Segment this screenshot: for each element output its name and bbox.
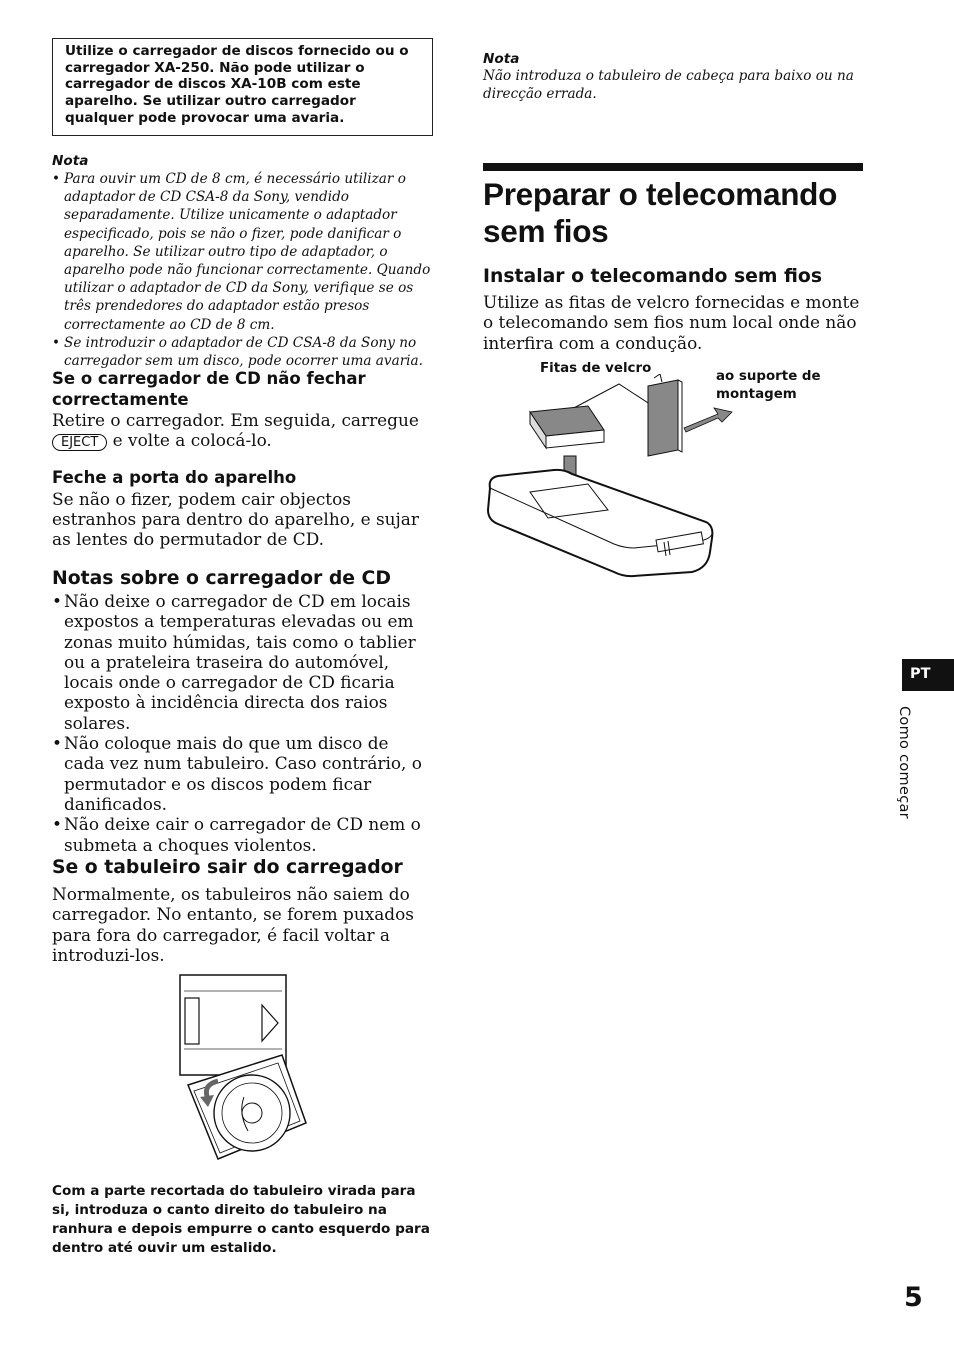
- warning-box: [52, 38, 433, 136]
- section-tray-out: [52, 856, 434, 965]
- list-item: • Não deixe cair o carregador de CD nem o submeta a choques violentos.: [52, 814, 434, 855]
- note-block: [52, 153, 434, 370]
- section-text: Utilize as fitas de velcro fornecidas e monte o telecomando sem fios num local onde não interfira com a condução.: [483, 292, 860, 353]
- note-heading: Nota: [483, 51, 520, 67]
- remote-velcro-illustration: [484, 374, 744, 580]
- section-heading: Se o tabuleiro sair do carregador: [52, 857, 403, 878]
- section-heading: Feche a porta do aparelho: [52, 468, 297, 487]
- section-heading: Notas sobre o carregador de CD: [52, 568, 391, 589]
- list-item: • Não coloque mais do que um disco de cada vez num tabuleiro. Caso contrário, o permutador e os discos podem ficar danificados.: [52, 733, 434, 814]
- section-heading: Instalar o telecomando sem fios: [483, 266, 822, 287]
- label-velcro: Fitas de velcro: [540, 361, 652, 376]
- note-heading: Nota: [52, 153, 89, 169]
- label-mount: ao suporte de montagem: [716, 369, 821, 402]
- note-text: Não introduza o tabuleiro de cabeça para baixo ou na direcção errada.: [483, 68, 854, 103]
- section-heading: Se o carregador de CD não fechar correctamente: [52, 369, 366, 409]
- section-cartridge-notes: [52, 567, 434, 855]
- note-block-right: [483, 51, 863, 103]
- section-close-door: [52, 468, 434, 549]
- language-tab: PT: [902, 659, 954, 691]
- page-number: 5: [904, 1282, 923, 1313]
- section-text: e volte a colocá-lo.: [112, 430, 272, 451]
- section-install-remote: [483, 265, 863, 353]
- section-cd-not-closing: [52, 369, 434, 451]
- section-text: Retire o carregador. Em seguida, carregue: [52, 410, 419, 430]
- title-rule: [483, 163, 863, 171]
- note-item: • Se introduzir o adaptador de CD CSA-8 da Sony no carregador sem um disco, pode ocorrer uma avaria.: [52, 334, 434, 370]
- tray-insertion-illustration: [178, 973, 310, 1165]
- page-title: Preparar o telecomando sem fios: [483, 176, 838, 249]
- list-item: • Não deixe o carregador de CD em locais expostos a temperaturas elevadas ou em zonas muito húmidas, tais como o tablier ou a prateleira traseira do automóvel, locais onde o carregador de CD ficaria exposto à incidência directa dos raios solares.: [52, 591, 434, 733]
- warning-text: Utilize o carregador de discos fornecido ou o carregador XA-250. Não pode utilizar o carregador de discos XA-10B com este aparelho. Se utilizar outro carregador qualquer pode provocar uma avaria.: [65, 43, 409, 126]
- section-side-label: Como começar: [896, 706, 912, 819]
- figure-caption: Com a parte recortada do tabuleiro virada para si, introduza o canto direito do tabuleiro na ranhura e depois empurre o canto esquerdo para dentro até ouvir um estalido.: [52, 1183, 430, 1256]
- note-item: • Para ouvir um CD de 8 cm, é necessário utilizar o adaptador de CD CSA-8 da Sony, vendido separadamente. Utilize unicamente o adaptador especificado, pois se não o fizer, pode danificar o aparelho. Se utilizar outro tipo de adaptador, o aparelho pode não funcionar correctamente. Quando utilizar o adaptador de CD da Sony, verifique se os três prendedores do adaptador estão presos correctamente ao CD de 8 cm.: [52, 170, 434, 334]
- eject-button-glyph: EJECT: [52, 434, 107, 451]
- section-text: Normalmente, os tabuleiros não saiem do carregador. No entanto, se forem puxados para fora do carregador, é facil voltar a introduzi-los.: [52, 884, 414, 965]
- section-text: Se não o fizer, podem cair objectos estranhos para dentro do aparelho, e sujar as lentes do permutador de CD.: [52, 488, 419, 550]
